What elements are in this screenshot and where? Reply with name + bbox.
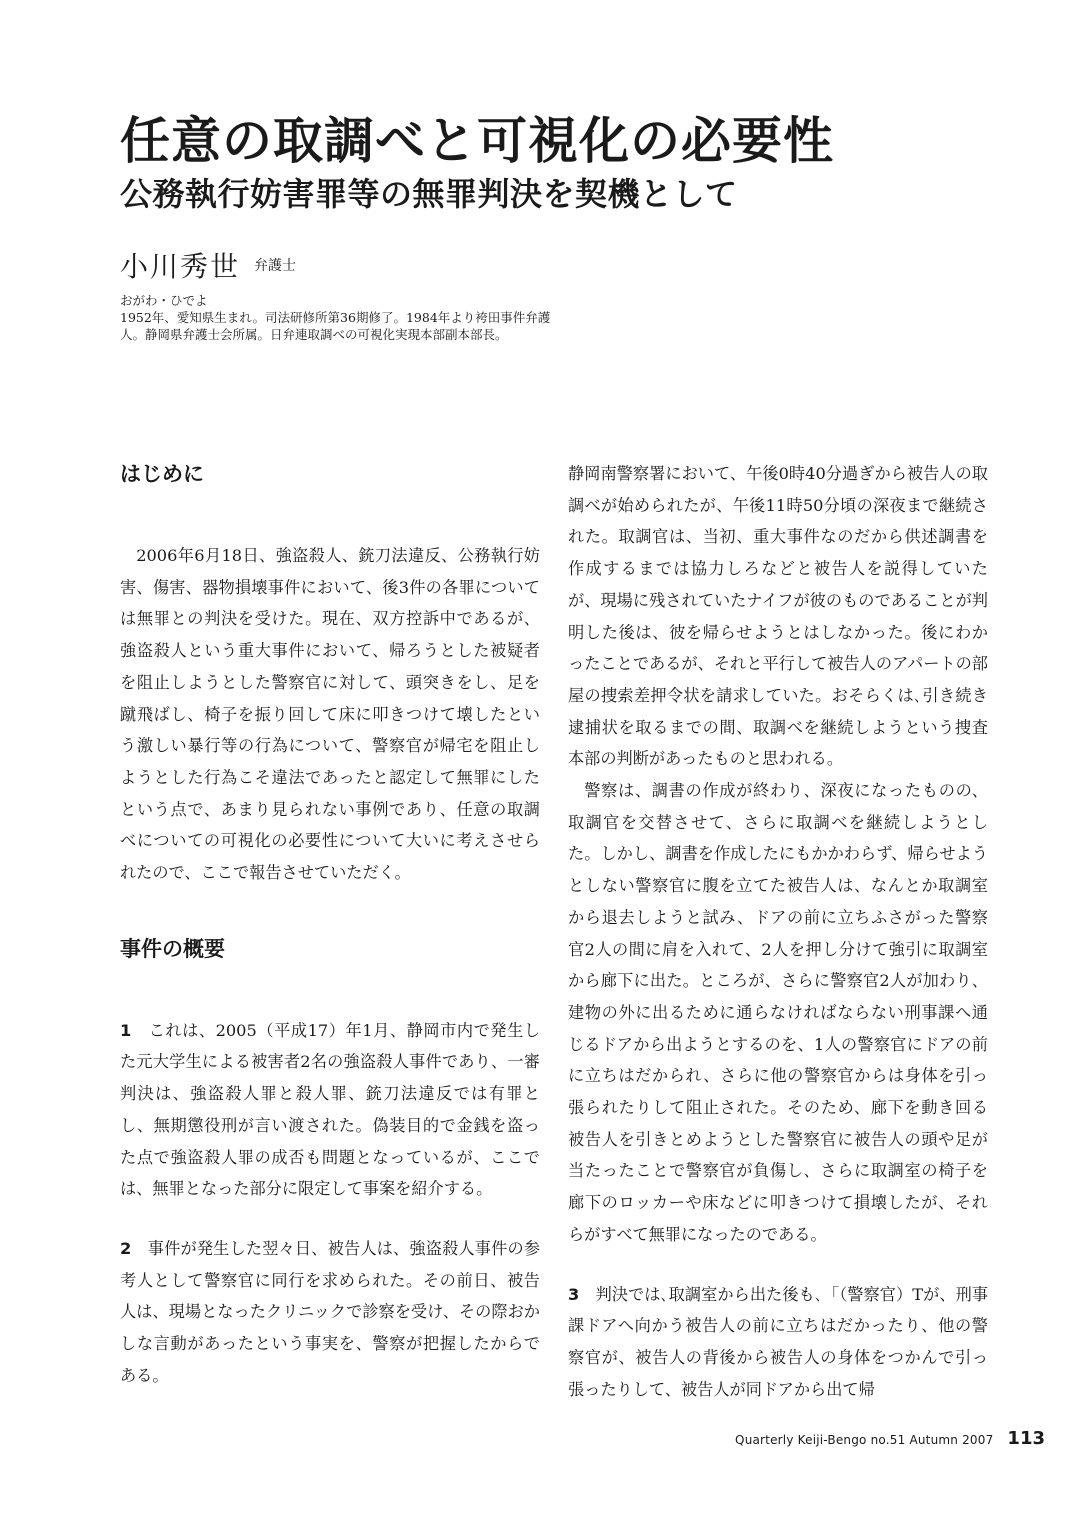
paragraph-3 (568, 1279, 988, 1406)
author-name: 小川秀世 (120, 250, 241, 283)
paragraph-number-1: 1 (120, 1020, 132, 1040)
journal-name: Quarterly Keiji-Bengo no.51 Autumn 2007 (735, 1433, 994, 1447)
paragraph-2 (120, 1233, 540, 1392)
author-line (120, 250, 296, 284)
left-column (120, 458, 540, 1391)
paragraph-3-text: 判決では､取調室から出た後も､「（警察官）Tが、刑事課ドアへ向かう被告人の前に立ちはだかったり、他の警察官が、被告人の背後から被告人の身体をつかんで引っ張ったりして、被告人が同ドアから出て帰 (568, 1284, 989, 1399)
page-footer (735, 1428, 1045, 1449)
author-reading: おがわ・ひでよ (120, 293, 208, 308)
author-role: 弁護士 (254, 258, 297, 274)
article-title: 任意の取調べと可視化の必要性 (120, 112, 834, 170)
paragraph-number-2: 2 (120, 1238, 132, 1258)
article-subtitle: 公務執行妨害罪等の無罪判決を契機として (120, 175, 738, 213)
section-heading-overview: 事件の概要 (120, 936, 225, 961)
paragraph-2-continued-tail: 静岡南警察署において、午後0時40分過ぎから被告人の取調べが始められたが、午後11時50分頃の深夜まで継続された。取調官は、当初、重大事件なのだから供述調書を作成するまでは協力しろなどと被告人を説得していたが、現場に残されていたナイフが彼のものであることが判明した後は、彼を帰らせようとはしなかった。後にわかったことであるが、それと平行して被告人のアパートの部屋の捜索差押令状を請求していた。おそらくは､引き続き逮捕状を取るまでの間、取調べを継続しようという捜査本部の判断があったものと思われる。 (568, 464, 988, 769)
paragraph-police-continue: 警察は、調書の作成が終わり、深夜になったものの、取調官を交替させて、さらに取調べを継続しようとした。しかし、調書を作成したにもかかわらず、帰らせようとしない警察官に腹を立てた被告人は、なんとか取調室から退去しようと試み、ドアの前に立ちふさがった警察官2人の間に肩を入れて、2人を押し分けて強引に取調室から廊下に出た。ところが、さらに警察官2人が加わり、建物の外に出るために通らなければならない刑事課へ通じるドアから出ようとするのを、1人の警察官にドアの前に立ちはだかられ、さらに他の警察官からは身体を引っ張られたりして阻止された。そのため、廊下を動き回る被告人を引きとめようとした警察官に被告人の頭や足が当たったことで警察官が負傷し、さらに取調室の椅子を廊下のロッカーや床などに叩きつけて損壊したが、それらがすべて無罪になったのである。 (568, 781, 988, 1244)
page-number: 113 (1007, 1428, 1045, 1449)
paragraph-1 (120, 1015, 540, 1205)
paragraph-1-text: これは、2005（平成17）年1月、静岡市内で発生した元大学生による被害者2名の強盗殺人事件であり、一審判決は、強盗殺人罪と殺人罪、銃刀法違反では有罪とし、無期懲役刑が言い渡された。偽装目的で金銭を盗った点で強盗殺人罪の成否も問題となっているが、ここでは、無罪となった部分に限定して事案を紹介する。 (120, 1020, 541, 1199)
right-column (568, 458, 988, 1405)
paragraph-2-text: 事件が発生した翌々日、被告人は、強盗殺人事件の参考人として警察官に同行を求められた。その前日、被告人は、現場となったクリニックで診察を受け、その際おかしな言動があったという事実を、警察が把握したからである。 (120, 1238, 541, 1385)
author-bio: 1952年、愛知県生まれ。司法研修所第36期修了。1984年より袴田事件弁護人。静岡県弁護士会所属。日弁連取調べの可視化実現本部副本部長。 (120, 310, 551, 342)
intro-paragraph: 2006年6月18日、強盗殺人、銃刀法違反、公務執行妨害、傷害、器物損壊事件において、後3件の各罪については無罪との判決を受けた。現在、双方控訴中であるが、強盗殺人という重大事件において、帰ろうとした被疑者を阻止しようとした警察官に対して、頭突きをし、足を蹴飛ばし、椅子を振り回して床に叩きつけて壊したという激しい暴行等の行為について、警察官が帰宅を阻止しようとした行為こそ違法であったと認定して無罪にしたという点で、あまり見られない事例であり、任意の取調べについての可視化の必要性について大いに考えさせられたので、ここで報告させていただく。 (120, 546, 540, 883)
section-heading-intro: はじめに (120, 462, 204, 486)
author-profile (120, 292, 560, 343)
paragraph-number-3: 3 (568, 1284, 580, 1304)
